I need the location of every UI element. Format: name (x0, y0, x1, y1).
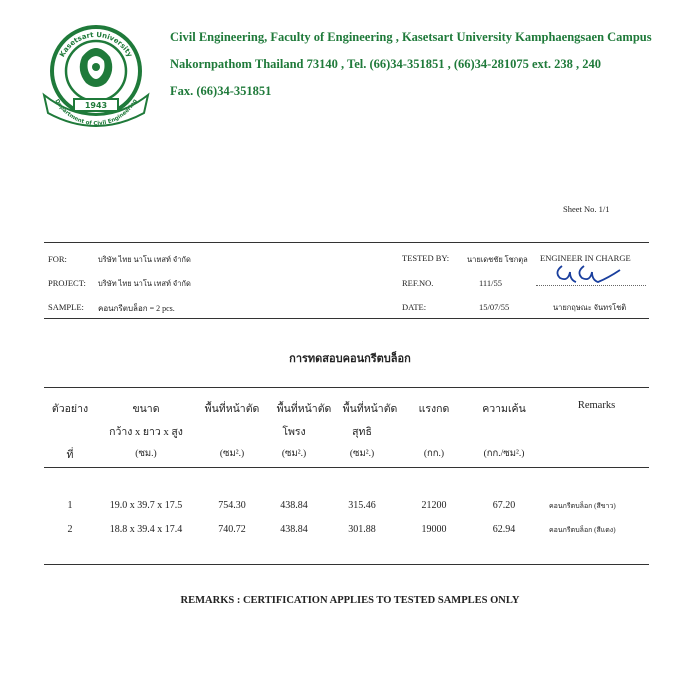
project-value: บริษัท ไทย นาโน เทสท์ จำกัด (98, 279, 191, 288)
tested-by-value: นายเดชชัย โชกตุล (467, 255, 528, 264)
table-row-1-stress: 67.20 (492, 500, 516, 511)
table-row-1-size: 19.0 x 39.7 x 17.5 (109, 500, 183, 511)
header-hollow-2: โพรง (282, 427, 306, 438)
header-sample-2: ที่ (66, 450, 74, 461)
header-area-2: (ซม².) (219, 449, 245, 459)
header-force-2: (กก.) (423, 449, 445, 459)
table-row-2-remark: คอนกรีตบล็อก (สีแดง) (549, 526, 616, 534)
table-row-2-no: 2 (67, 524, 73, 535)
table-row-2-net: 301.88 (348, 524, 376, 535)
signature-line (536, 285, 646, 286)
header-net-3: (ซม².) (349, 449, 375, 459)
ref-label: REF.NO. (402, 278, 434, 288)
sample-label: SAMPLE: (48, 302, 84, 312)
table-row-2-area: 740.72 (218, 524, 246, 535)
logo-top-text: Kasetsart University (58, 30, 134, 59)
for-label: FOR: (48, 254, 67, 264)
sheet-number: Sheet No. 1/1 (563, 204, 610, 214)
tested-by-label: TESTED BY: (402, 253, 450, 263)
info-bottom-rule (44, 318, 649, 319)
header-line-2: Nakornpathom Thailand 73140 , Tel. (66)34-351851 , (66)34-281075 ext. 238 , 240 (170, 57, 602, 71)
header-remarks: Remarks (577, 400, 616, 411)
table-row-2-size: 18.8 x 39.4 x 17.4 (109, 524, 183, 535)
table-row-1-remark: คอนกรีตบล็อก (สีขาว) (549, 502, 616, 510)
header-stress-1: ความเค้น (482, 404, 526, 415)
table-row-1-force: 21200 (421, 500, 447, 511)
date-label: DATE: (402, 302, 427, 312)
table-row-1-area: 754.30 (218, 500, 246, 511)
header-hollow-1: พื้นที่หน้าตัด (276, 404, 332, 415)
header-line-1: Civil Engineering, Faculty of Engineering , Kasetsart University Kamphaengsaen Campus (170, 30, 652, 44)
table-row-1-no: 1 (67, 500, 73, 511)
header-size-3: (ซม.) (135, 449, 157, 459)
header-net-1: พื้นที่หน้าตัด (342, 404, 398, 415)
table-row-2-stress: 62.94 (492, 524, 516, 535)
header-line-3: Fax. (66)34-351851 (170, 84, 272, 98)
logo-year: 1943 (84, 101, 108, 110)
header-size-1: ขนาด (132, 404, 160, 415)
table-row-1-net: 315.46 (348, 500, 376, 511)
header-net-2: สุทธิ (352, 427, 372, 438)
remarks-footer: REMARKS : CERTIFICATION APPLIES TO TESTED SAMPLES ONLY (180, 595, 520, 606)
table-title: การทดสอบคอนกรีตบล็อก (289, 353, 411, 365)
header-force-1: แรงกด (418, 404, 450, 415)
engineer-signature (550, 258, 630, 288)
header-area-1: พื้นที่หน้าตัด (204, 404, 260, 415)
for-value: บริษัท ไทย นาโน เทสท์ จำกัด (98, 255, 191, 264)
header-size-2: กว้าง x ยาว x สูง (109, 427, 183, 438)
department-seal-logo (40, 17, 152, 129)
table-header-rule (44, 467, 649, 468)
header-stress-2: (กก./ซม².) (483, 449, 525, 459)
logo-bottom-text: Department of Civil Engineering (53, 98, 139, 128)
table-row-2-force: 19000 (421, 524, 447, 535)
table-bottom-rule (44, 564, 649, 565)
info-top-rule (44, 242, 649, 243)
table-top-rule (44, 387, 649, 388)
engineer-label: ENGINEER IN CHARGE (540, 253, 631, 263)
header-hollow-3: (ซม².) (281, 449, 307, 459)
ref-value: 111/55 (479, 278, 502, 288)
table-row-2-hollow: 438.84 (280, 524, 308, 535)
date-value: 15/07/55 (479, 302, 510, 312)
engineer-name: นายกฤษณะ จันทรโชติ (553, 303, 627, 312)
header-sample-1: ตัวอย่าง (51, 404, 89, 415)
sample-value: คอนกรีตบล็อก = 2 pcs. (98, 304, 175, 313)
project-label: PROJECT: (48, 278, 86, 288)
table-row-1-hollow: 438.84 (280, 500, 308, 511)
